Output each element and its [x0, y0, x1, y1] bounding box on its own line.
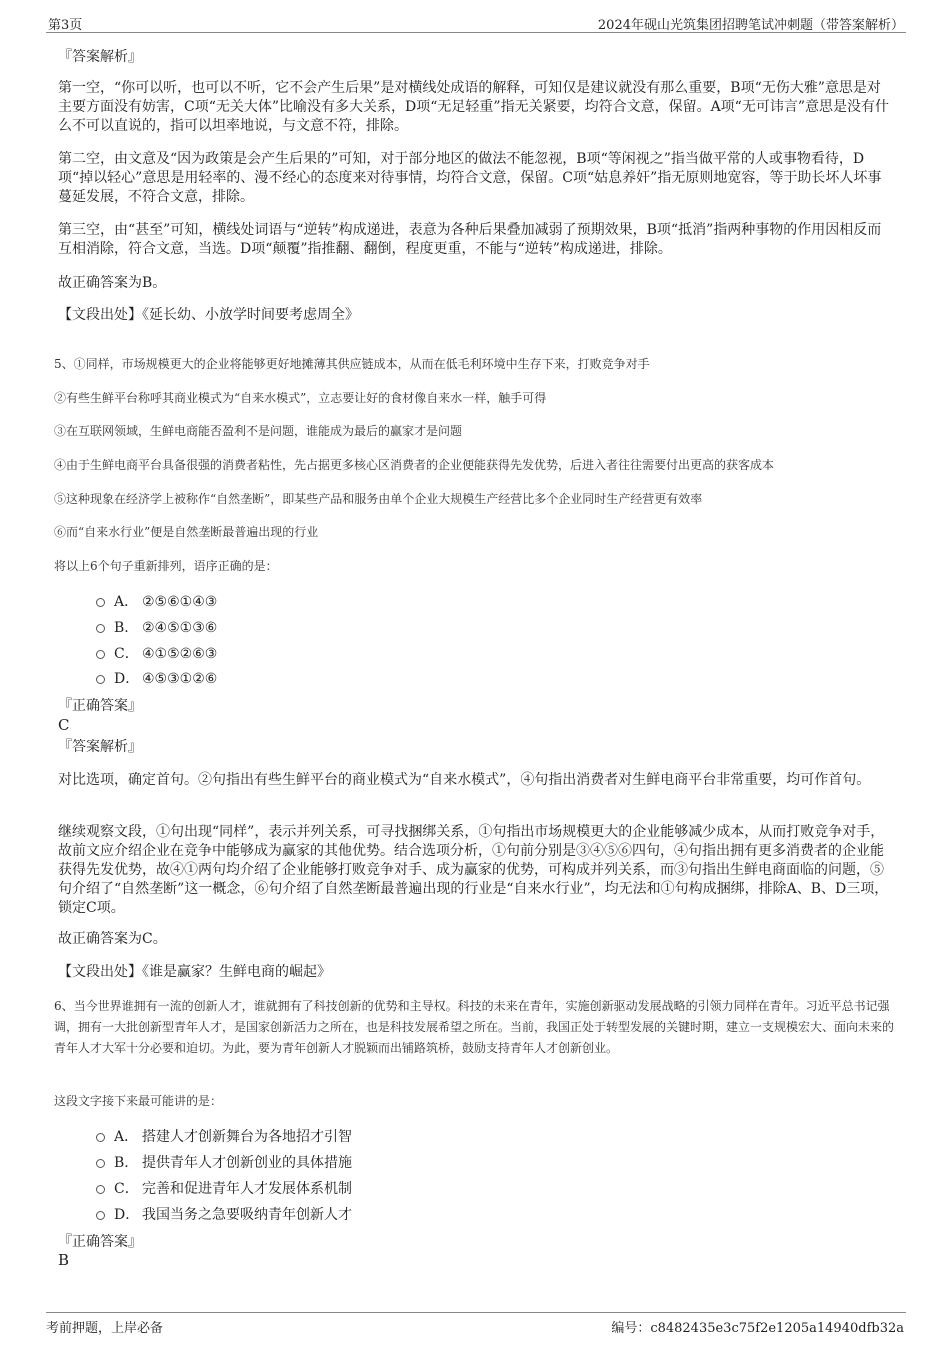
page-footer	[46, 1312, 906, 1339]
q4-analysis-p1: 第一空，“你可以听，也可以不听，它不会产生后果”是对横线处成语的解释，可知仅是建议就没有那么重要，B项“无伤大雅”意思是对主要方面没有妨害，C项“无关大体”比喻没有多大关系，D项“无足轻重”指无关紧要，均符合文意，保留。A项“无可讳言”意思是没有什么不可以直说的，指可以坦率地说，与文意不符，排除。	[58, 80, 889, 134]
q5-correct-answer: C	[58, 716, 70, 734]
document-title: 2024年砚山光筑集团招聘笔试冲刺题（带答案解析）	[597, 18, 904, 33]
q5-option-d[interactable]: D． ④⑤③①②⑥	[96, 669, 217, 689]
q6-correct-label: 『正确答案』	[58, 1234, 142, 1250]
q4-analysis-p3: 第三空，由“甚至”可知，横线处词语与“逆转”构成递进，表意为各种后果叠加减弱了预期效果，B项“抵消”指两种事物的作用因相反而互相消除，符合文意，当选。D项“颠覆”指推翻、翻倒，程度更重，不能与“逆转”构成递进，排除。	[58, 222, 882, 257]
q6-option-d[interactable]: D． 我国当务之急要吸纳青年创新人才	[96, 1205, 352, 1225]
q5-prompt: 将以上6个句子重新排列，语序正确的是：	[54, 559, 278, 573]
q5-conclusion: 故正确答案为C。	[58, 931, 167, 947]
q4-analysis-label: 『答案解析』	[58, 49, 142, 65]
q5-sentence-2: ②有些生鲜平台称呼其商业模式为“自来水模式”，立志要让好的食材像自来水一样，触手可得	[54, 391, 547, 405]
q5-sentence-1: 5、①同样，市场规模更大的企业将能够更好地摊薄其供应链成本，从而在低毛利环境中生存下来，打败竞争对手	[54, 357, 650, 371]
q6-option-a[interactable]: A． 搭建人才创新舞台为各地招才引智	[96, 1127, 352, 1147]
q5-sentence-5: ⑤这种现象在经济学上被称作“自然垄断”，即某些产品和服务由单个企业大规模生产经营比多个企业同时生产经营更有效率	[54, 492, 703, 506]
footer-slogan: 考前押题，上岸必备	[46, 1321, 164, 1336]
q6-option-b[interactable]: B. 提供青年人才创新创业的具体措施	[96, 1153, 352, 1173]
radio-icon[interactable]	[96, 675, 105, 684]
q4-analysis-p2: 第二空，由文意及“因为政策是会产生后果的”可知，对于部分地区的做法不能忽视，B项“等闲视之”指当做平常的人或事物看待，D项“掉以轻心”意思是用轻率的、漫不经心的态度来对待事情，均符合文意，保留。C项“姑息养奸”指无原则地宽容，等于助长坏人坏事蔓延发展，不符合文意，排除。	[58, 151, 882, 205]
radio-icon[interactable]	[96, 1159, 105, 1168]
radio-icon[interactable]	[96, 650, 105, 659]
page-header	[46, 12, 906, 33]
q5-sentence-6: ⑥而“自来水行业”便是自然垄断最普遍出现的行业	[54, 525, 319, 539]
q4-conclusion: 故正确答案为B。	[58, 275, 167, 291]
q5-correct-label: 『正确答案』	[58, 698, 142, 714]
q5-source: 【文段出处】《谁是赢家？生鲜电商的崛起》	[58, 964, 331, 980]
q5-sentence-4: ④由于生鲜电商平台具备很强的消费者粘性，先占据更多核心区消费者的企业便能获得先发优势，后进入者往往需要付出更高的获客成本	[54, 458, 775, 472]
q5-option-b[interactable]: B. ②④⑤①③⑥	[96, 618, 217, 638]
q4-source: 【文段出处】《延长幼、小放学时间要考虑周全》	[58, 307, 359, 323]
document-code: 编号：c8482435e3c75f2e1205a14940dfb32a	[611, 1321, 904, 1336]
radio-icon[interactable]	[96, 624, 105, 633]
page-number: 第3页	[48, 18, 83, 33]
radio-icon[interactable]	[96, 598, 105, 607]
radio-icon[interactable]	[96, 1185, 105, 1194]
q6-option-c[interactable]: C． 完善和促进青年人才发展体系机制	[96, 1179, 352, 1199]
q6-correct-answer: B	[58, 1251, 70, 1269]
q5-analysis-p1: 对比选项，确定首句。②句指出有些生鲜平台的商业模式为“自来水模式”，④句指出消费者对生鲜电商平台非常重要，均可作首句。	[58, 772, 871, 788]
q5-option-c[interactable]: C． ④①⑤②⑥③	[96, 644, 217, 664]
q6-stem: 6、当今世界谁拥有一流的创新人才，谁就拥有了科技创新的优势和主导权。科技的未来在青年，实施创新驱动发展战略的引领力同样在青年。习近平总书记强调，拥有一大批创新型青年人才，是国家创新活力之所在，也是科技发展希望之所在。当前，我国正处于转型发展的关键时期，建立一支规模宏大、面向未来的青年人才大军十分必要和迫切。为此，要为青年创新人才脱颖而出铺路筑桥，鼓励支持青年人才创新创业。	[54, 999, 895, 1055]
q5-analysis-label: 『答案解析』	[58, 739, 142, 755]
q6-prompt: 这段文字接下来最可能讲的是：	[54, 1094, 223, 1108]
q5-analysis-p2: 继续观察文段，①句出现“同样”，表示并列关系，可寻找捆绑关系，①句指出市场规模更大的企业能够减少成本，从而打败竞争对手，故前文应介绍企业在竞争中能够成为赢家的其他优势。结合选项分析，①句前分别是③④⑤⑥四句，④句指出拥有更多消费者的企业能获得先发优势，故④①两句均介绍了企业能够打败竞争对手、成为赢家的优势，可构成并列关系，而③句指出生鲜电商面临的问题，⑤句介绍了“自然垄断”这一概念，⑥句介绍了自然垄断最普遍出现的行业是“自来水行业”，均无法和①句构成捆绑，排除A、B、D三项，锁定C项。	[58, 824, 889, 916]
radio-icon[interactable]	[96, 1211, 105, 1220]
q5-option-a[interactable]: A． ②⑤⑥①④③	[96, 592, 217, 612]
q5-sentence-3: ③在互联网领域，生鲜电商能否盈利不是问题，谁能成为最后的赢家才是问题	[54, 424, 463, 438]
radio-icon[interactable]	[96, 1133, 105, 1142]
